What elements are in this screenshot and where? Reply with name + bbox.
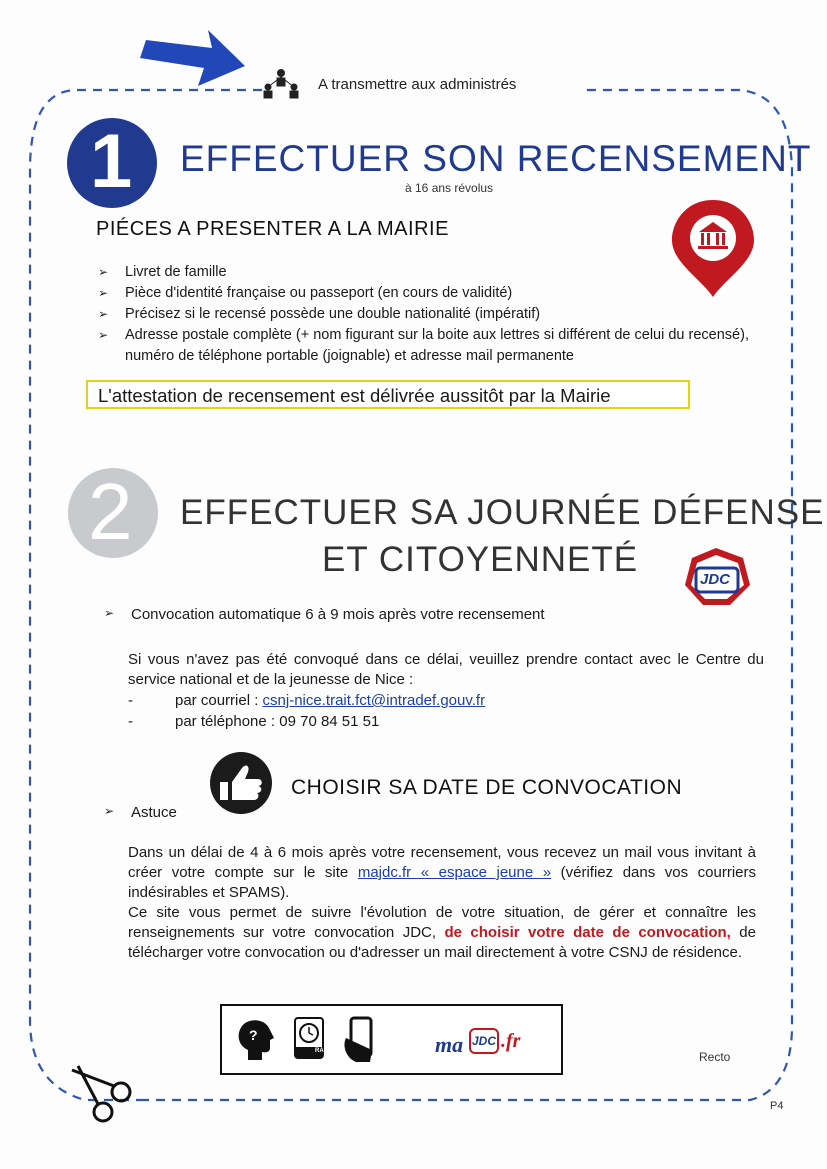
astuce-paragraph: Dans un délai de 4 à 6 mois après votre recensement, vous recevez un mail vous invitant à créer votre compte sur le site majdc.fr « espace jeune » (vérifiez dans vos courriers indésirables et SPAMS). Ce site vous permet de suivre l'évolution de votre situation, de gérer et connaître les renseignements sur votre convocation JDC, de choisir votre date de convocation, de télécharger votre convocation ou d'adresser un mail directement à votre CSNJ de résidence. (128, 844, 756, 961)
section-two-title-line1: EFFECTUER SA JOURNÉE DÉFENSE (180, 493, 825, 532)
footer-icons (222, 1006, 422, 1073)
mail-link[interactable]: csnj-nice.trait.fct@intradef.gouv.fr (262, 692, 486, 709)
contact-mail-line: - par courriel : csnj-nice.trait.fct@intradef.gouv.fr (128, 692, 486, 709)
contact-paragraph: Si vous n'avez pas été convoqué dans ce délai, veuillez prendre contact avec le Centre du service national et de la jeunesse de Nice : (128, 651, 764, 688)
thinking-head-icon (239, 1020, 274, 1060)
attestation-callout: L'attestation de recensement est délivrée aussitôt par la Mairie (86, 380, 690, 409)
section-two-title-line2: ET CITOYENNETÉ (322, 540, 639, 579)
blue-arrow-icon (140, 30, 245, 86)
section-one-subtitle: à 16 ans révolus (405, 181, 494, 195)
header-banner-text: A transmettre aux administrés (318, 76, 517, 93)
convocation-list (104, 606, 754, 623)
astuce-list (104, 804, 177, 821)
list-item: ➢ Adresse postale complète (+ nom figurant sur la boite aux lettres si différent de celui du recensé), numéro de téléphone portable (joignable) et adresse mail permanente (98, 327, 749, 364)
scissors-icon (72, 1066, 130, 1121)
rappel-label: RAPPEL (315, 1048, 340, 1054)
arrow-bullet-icon: ➢ (98, 328, 109, 342)
mail-label: par courriel : (175, 692, 259, 709)
contact-tel-line: - par téléphone : 09 70 84 51 51 (128, 713, 380, 730)
pieces-list (98, 262, 760, 367)
pieces-heading: PIÉCES A PRESENTER A LA MAIRIE (96, 218, 449, 240)
list-item: ➢ Astuce (104, 804, 177, 821)
page-number: P4 (770, 1100, 784, 1112)
arrow-bullet-icon: ➢ (104, 606, 115, 620)
section-two-number: 2 (88, 467, 133, 556)
highlight-text: de choisir votre date de convocation, (444, 924, 731, 941)
majdc-logo: ma JDC .fr (435, 1030, 521, 1057)
list-item: ➢ Convocation automatique 6 à 9 mois après votre recensement (104, 606, 545, 623)
jdc-logo-text: JDC (700, 571, 731, 588)
footer-icons-box (220, 1004, 563, 1075)
majdc-link[interactable]: majdc.fr « espace jeune » (357, 864, 552, 881)
list-item: ➢ Pièce d'identité française ou passeport (en cours de validité) (98, 283, 760, 304)
tel-value: 09 70 84 51 51 (279, 713, 380, 730)
tel-label: par téléphone : (175, 713, 276, 730)
svg-text:?: ? (249, 1027, 258, 1043)
thumbs-up-icon (210, 752, 272, 814)
choose-date-heading: CHOISIR SA DATE DE CONVOCATION (291, 776, 683, 799)
recto-label: Recto (699, 1050, 731, 1064)
arrow-bullet-icon: ➢ (98, 265, 109, 279)
section-one-title: EFFECTUER SON RECENSEMENT (180, 138, 812, 179)
people-network-icon (264, 70, 298, 99)
arrow-bullet-icon: ➢ (98, 307, 109, 321)
list-item: ➢ Livret de famille (98, 262, 760, 283)
list-item: ➢ Précisez si le recensé possède une double nationalité (impératif) (98, 304, 760, 325)
arrow-bullet-icon: ➢ (98, 286, 109, 300)
arrow-bullet-icon: ➢ (104, 804, 115, 818)
smartphone-icon (344, 1018, 372, 1062)
section-one-number: 1 (90, 119, 133, 204)
